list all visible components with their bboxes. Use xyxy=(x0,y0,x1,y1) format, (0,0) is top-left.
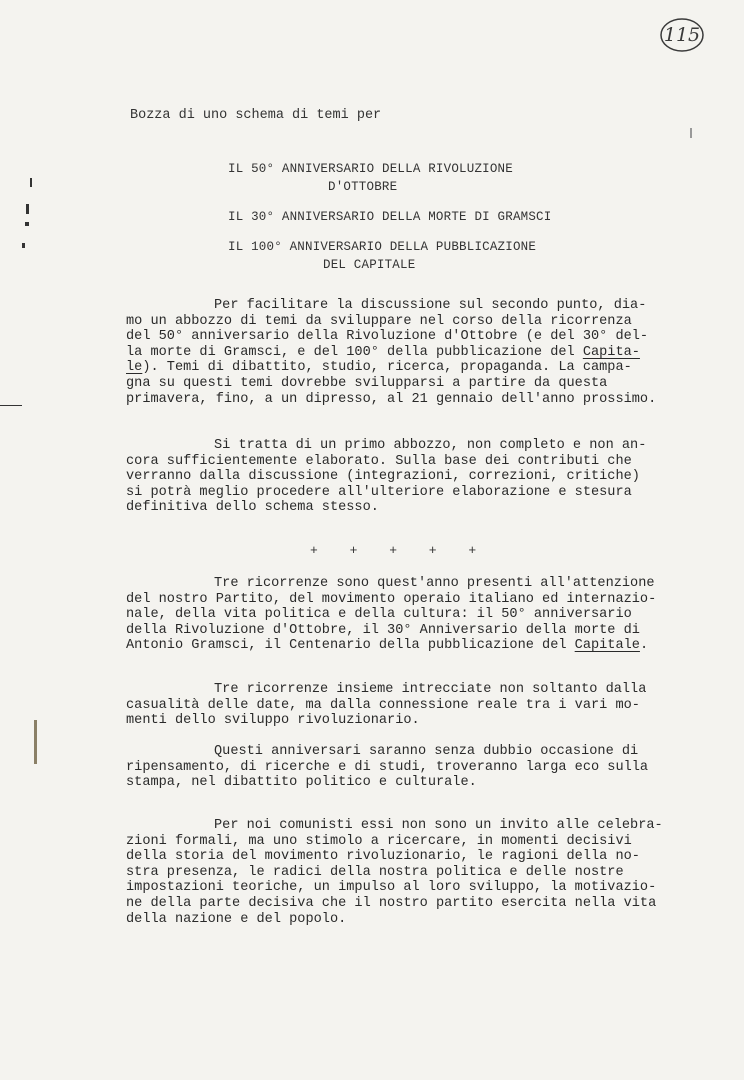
margin-mark xyxy=(22,243,25,248)
document-heading: Bozza di uno schema di temi per xyxy=(130,108,382,123)
text-line: della Rivoluzione d'Ottobre, il 30° Anniversario della morte di xyxy=(126,622,640,638)
text-line: Si tratta di un primo abbozzo, non completo e non an- xyxy=(214,438,647,453)
title-block xyxy=(228,160,628,274)
margin-mark xyxy=(30,178,32,187)
text-line: ne della parte decisiva che il nostro partito esercita nella vita xyxy=(126,895,657,911)
margin-mark xyxy=(0,405,22,406)
title-line: D'OTTOBRE xyxy=(328,180,398,194)
text-line: le). Temi di dibattito, studio, ricerca, propaganda. La campa- xyxy=(126,360,632,376)
underlined-title: Capita- xyxy=(582,344,640,360)
text-line: stra presenza, le radici della nostra politica e delle nostre xyxy=(126,864,624,880)
text-line: cora sufficientemente elaborato. Sulla base dei contributi che xyxy=(126,453,632,469)
text-line: si potrà meglio procedere all'ulteriore elaborazione e stesura xyxy=(126,484,632,500)
title-line: DEL CAPITALE xyxy=(323,258,416,272)
paragraph-2 xyxy=(126,438,700,516)
text-line: definitiva dello schema stesso. xyxy=(126,500,379,516)
text-line: primavera, fino, a un dipresso, al 21 gennaio dell'anno prossimo. xyxy=(126,391,657,407)
text-line: zioni formali, ma uno stimolo a ricercare, in momenti decisivi xyxy=(126,833,632,849)
text-line: verranno dalla discussione (integrazioni, correzioni, critiche) xyxy=(126,469,640,485)
text-line: Questi anniversari saranno senza dubbio occasione di xyxy=(214,744,639,759)
paragraph-6 xyxy=(126,818,700,927)
text-line: Tre ricorrenze insieme intrecciate non soltanto dalla xyxy=(214,682,647,697)
margin-mark xyxy=(25,222,29,226)
margin-mark xyxy=(690,128,692,138)
text-line: la morte di Gramsci, e del 100° della pubblicazione del Capita- xyxy=(126,344,640,360)
text-line: Tre ricorrenze sono quest'anno presenti all'attenzione xyxy=(214,576,655,591)
text-line: nale, della vita politica e della cultura: il 50° anniversario xyxy=(126,607,632,623)
text-line: del nostro Partito, del movimento operaio italiano ed internazio- xyxy=(126,591,657,607)
text-line: Antonio Gramsci, il Centenario della pubblicazione del Capitale. xyxy=(126,638,649,654)
margin-mark xyxy=(34,720,37,764)
text-line: impostazioni teoriche, un impulso al loro sviluppo, la motivazio- xyxy=(126,880,657,896)
title-line: IL 30° ANNIVERSARIO DELLA MORTE DI GRAMSCI xyxy=(228,210,552,224)
section-separator: + + + + + xyxy=(310,543,489,558)
text-line: gna su questi temi dovrebbe svilupparsi a partire da questa xyxy=(126,375,608,391)
text-line: Per noi comunisti essi non sono un invito alle celebra- xyxy=(214,818,663,833)
paragraph-3 xyxy=(126,576,700,654)
text-line: menti dello sviluppo rivoluzionario. xyxy=(126,713,420,729)
title-line: IL 100° ANNIVERSARIO DELLA PUBBLICAZIONE xyxy=(228,240,537,254)
text-line: della storia del movimento rivoluzionario, le ragioni della no- xyxy=(126,849,640,865)
paragraph-1 xyxy=(126,298,700,407)
text-line: ripensamento, di ricerche e di studi, troveranno larga eco sulla xyxy=(126,759,649,775)
text-line: stampa, nel dibattito politico e culturale. xyxy=(126,775,477,791)
paragraph-5 xyxy=(126,744,700,791)
paragraph-4 xyxy=(126,682,700,729)
margin-mark xyxy=(26,204,29,214)
text-line: casualità delle date, ma dalla connessione reale tra i vari mo- xyxy=(126,697,640,713)
page-number: 115 xyxy=(662,18,702,52)
underlined-title: Capitale xyxy=(574,638,640,654)
text-line: del 50° anniversario della Rivoluzione d'Ottobre (e del 30° del- xyxy=(126,329,649,345)
underlined-title: le xyxy=(126,360,143,376)
title-line: IL 50° ANNIVERSARIO DELLA RIVOLUZIONE xyxy=(228,162,513,176)
text-line: Per facilitare la discussione sul secondo punto, dia- xyxy=(214,298,647,313)
text-line: della nazione e del popolo. xyxy=(126,911,347,927)
text-line: mo un abbozzo di temi da sviluppare nel corso della ricorrenza xyxy=(126,313,632,329)
